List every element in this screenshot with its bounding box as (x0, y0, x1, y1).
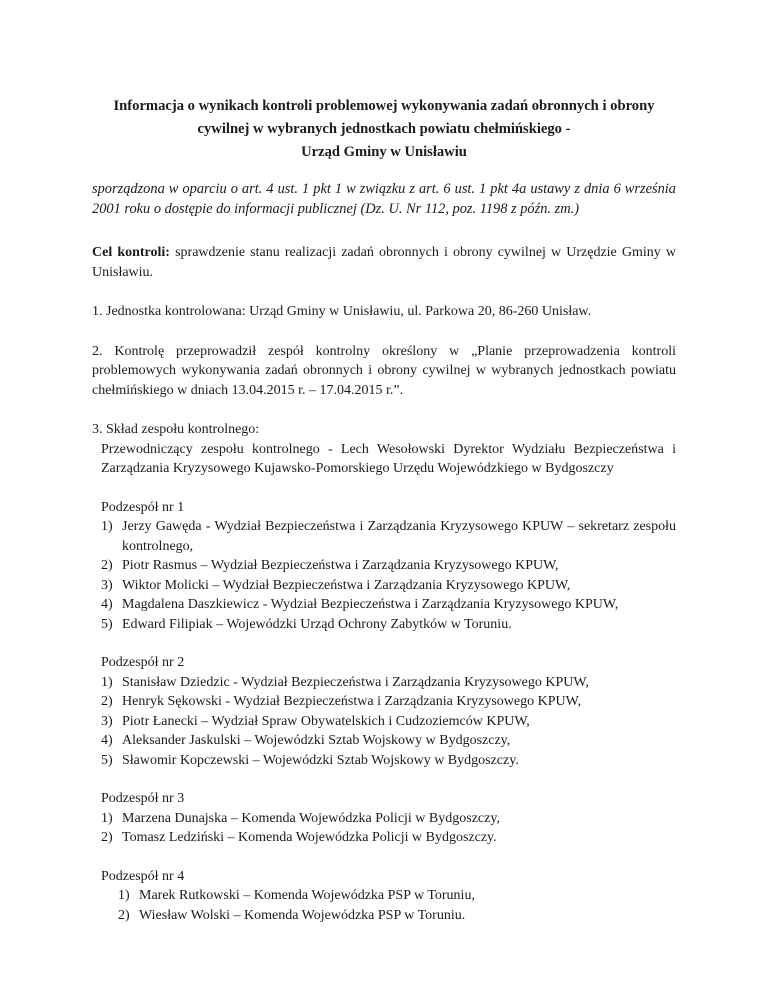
list-item (101, 517, 676, 556)
list-item-number: 2) (101, 694, 113, 709)
list-item-text: Piotr Rasmus – Wydział Bezpieczeństwa i Zarządzania Kryzysowego KPUW, (122, 558, 559, 573)
list-item (101, 595, 676, 615)
list-item-text: Magdalena Daszkiewicz - Wydział Bezpieczeństwa i Zarządzania Kryzysowego KPUW, (122, 597, 619, 612)
list-item-text: Marzena Dunajska – Komenda Wojewódzka Policji w Bydgoszczy, (122, 810, 500, 826)
list-item-text: Stanisław Dziedzic - Wydział Bezpieczeństwa i Zarządzania Kryzysowego KPUW, (122, 674, 589, 690)
list-item (101, 828, 676, 848)
list-item (101, 751, 676, 771)
list-item-text: Edward Filipiak – Wojewódzki Urząd Ochrony Zabytków w Toruniu. (122, 616, 512, 632)
list-item-number: 4) (101, 733, 113, 748)
list-item-number: 1) (101, 519, 113, 534)
list-item-text: Wiktor Molicki – Wydział Bezpieczeństwa i Zarządzania Kryzysowego KPUW, (122, 577, 571, 593)
list-item-number: 1) (118, 888, 130, 903)
purpose-paragraph (92, 243, 676, 282)
list-item (101, 712, 676, 732)
list-item-text: Aleksander Jaskulski – Wojewódzki Sztab Wojskowy w Bydgoszczy, (122, 733, 511, 748)
list-item-number: 1) (101, 810, 113, 826)
purpose-text: sprawdzenie stanu realizacji zadań obronnych i obrony cywilnej w Urzędzie Gminy w Unisławiu. (92, 245, 676, 280)
document-title (92, 95, 676, 164)
list-item-text: Sławomir Kopczewski – Wojewódzki Sztab Wojskowy w Bydgoszczy. (122, 752, 519, 768)
list-item-number: 1) (101, 674, 113, 690)
subteam-4 (101, 867, 676, 926)
list-item-number: 3) (101, 577, 113, 593)
point1-paragraph: 1. Jednostka kontrolowana: Urząd Gminy w Unisławiu, ul. Parkowa 20, 86-260 Unisław. (92, 304, 592, 319)
point2-paragraph: 2. Kontrolę przeprowadził zespół kontrolny określony w „Planie przeprowadzenia kontroli problemowych wykonywania zadań obronnych i obrony cywilnej w wybranych jednostkach powiatu chełmińskiego w dniach 13.04.2015 r. – 17.04.2015 r.”. (92, 343, 676, 398)
list-item (101, 809, 676, 829)
list-item (101, 556, 676, 576)
subteam-1-heading: Podzespół nr 1 (101, 499, 185, 515)
subteam-3-heading: Podzespół nr 3 (101, 791, 185, 806)
list-item (118, 906, 676, 926)
list-item-number: 2) (118, 907, 130, 923)
document-title-line2: cywilnej w wybranych jednostkach powiatu chełmińskiego - (197, 121, 571, 137)
chairman-paragraph: Przewodniczący zespołu kontrolnego - Lech Wesołowski Dyrektor Wydziału Bezpieczeństwa i Zarządzania Kryzysowego Kujawsko-Pomorskiego Urzędu Wojewódzkiego w Bydgoszczy (101, 441, 676, 476)
list-item (118, 886, 676, 906)
list-item-text: Henryk Sękowski - Wydział Bezpieczeństwa i Zarządzania Kryzysowego KPUW, (122, 694, 582, 709)
list-item-text: Jerzy Gawęda - Wydział Bezpieczeństwa i Zarządzania Kryzysowego KPUW – sekretarz zespołu kontrolnego, (122, 519, 676, 554)
list-item-text: Tomasz Ledziński – Komenda Wojewódzka Policji w Bydgoszczy. (122, 830, 497, 845)
list-item-number: 5) (101, 752, 113, 768)
list-item-number: 2) (101, 558, 113, 573)
list-item-text: Wiesław Wolski – Komenda Wojewódzka PSP w Toruniu. (139, 907, 466, 923)
list-item-text: Marek Rutkowski – Komenda Wojewódzka PSP w Toruniu, (139, 888, 475, 903)
list-item (101, 673, 676, 693)
purpose-label: Cel kontroli: (92, 245, 170, 260)
document-title-line1: Informacja o wynikach kontroli problemowej wykonywania zadań obronnych i obrony (113, 98, 655, 114)
subteam-3 (101, 789, 676, 848)
list-item (101, 615, 676, 635)
subteam-2-heading: Podzespół nr 2 (101, 655, 185, 670)
point3-heading: 3. Skład zespołu kontrolnego: (92, 422, 260, 437)
legal-basis-paragraph: sporządzona w oparciu o art. 4 ust. 1 pkt 1 w związku z art. 6 ust. 1 pkt 4a ustawy z dnia 6 września 2001 roku o dostępie do informacji publicznej (Dz. U. Nr 112, poz. 1198 z późn. zm.) (92, 181, 676, 217)
list-item-number: 3) (101, 713, 113, 729)
list-item-text: Piotr Łanecki – Wydział Spraw Obywatelskich i Cudzoziemców KPUW, (122, 713, 530, 729)
subteam-1 (101, 498, 676, 635)
list-item-number: 2) (101, 830, 113, 845)
document-title-line3: Urząd Gminy w Unisławiu (301, 144, 467, 160)
list-item-number: 4) (101, 597, 113, 612)
subteam-2 (101, 653, 676, 770)
list-item-number: 5) (101, 616, 113, 632)
list-item (101, 731, 676, 751)
list-item (101, 692, 676, 712)
subteam-4-heading: Podzespół nr 4 (101, 868, 185, 884)
list-item (101, 576, 676, 596)
